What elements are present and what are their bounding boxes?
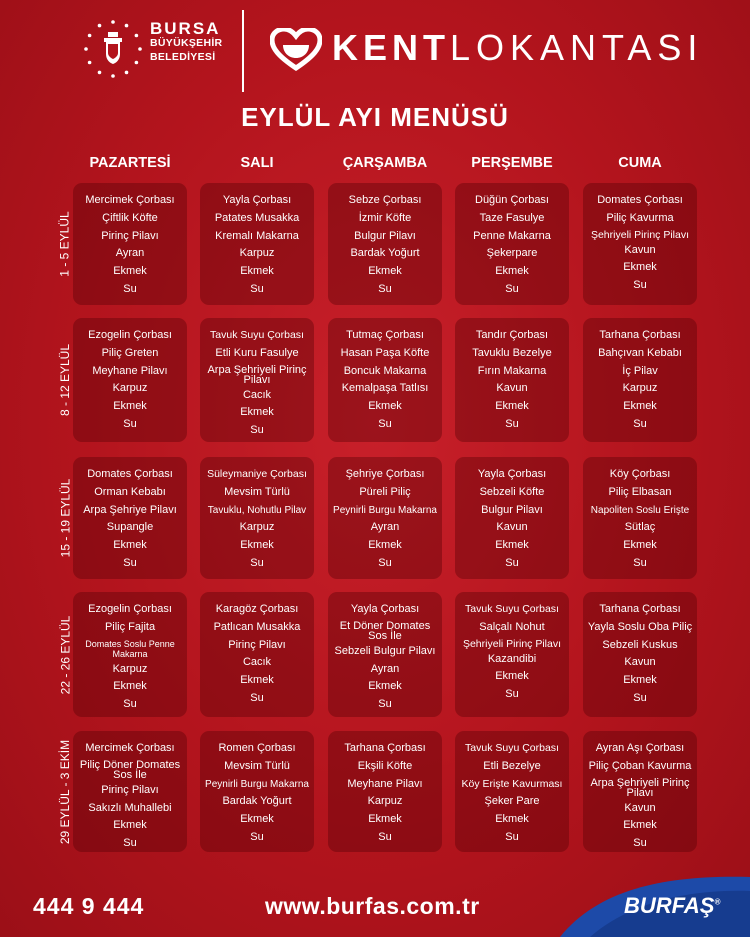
menu-item: Ayran [370, 662, 400, 675]
menu-item: Ayran [115, 247, 145, 260]
week-label-text: 22 - 26 EYLÜL [58, 615, 72, 694]
municipality-seal-icon [82, 18, 144, 80]
menu-item: Bulgur Pilavı [481, 503, 543, 516]
menu-item: Tavuk Suyu Çorbası [210, 329, 304, 341]
menu-item: Su [250, 282, 264, 295]
menu-item: Domates Soslu Penne Makarna [85, 638, 175, 659]
menu-item: Su [505, 830, 519, 843]
menu-item: Kazandibi [487, 652, 537, 665]
menu-item: Salçalı Nohut [479, 620, 545, 633]
day-header: PAZARTESİ [89, 155, 171, 171]
menu-card [455, 183, 569, 305]
menu-item: Kavun [496, 521, 528, 534]
menu-item: Tarhana Çorbası [599, 603, 681, 615]
menu-item: Düğün Çorbası [475, 194, 549, 206]
menu-item: Piliç Çoban Kavurma [588, 759, 692, 772]
menu-item: Ezogelin Çorbası [88, 603, 172, 615]
menu-item: Su [250, 424, 264, 437]
menu-item: Arpa Şehriyeli Pirinç Pilavı [590, 776, 690, 799]
menu-item: Su [378, 417, 392, 430]
menu-item: Ekmek [240, 265, 274, 278]
brand-title-bold: KENT [332, 27, 450, 68]
week-label-text: 1 - 5 EYLÜL [58, 211, 72, 277]
menu-item: Kavun [496, 382, 528, 395]
menu-item: Arpa Şehriyeli Pirinç Pilavı [207, 363, 307, 386]
menu-item: Su [123, 698, 137, 711]
menu-item: Şehriyeli Pirinç Pilavı [462, 637, 562, 650]
menu-item: Patlıcan Musakka [213, 620, 301, 633]
menu-card [583, 457, 697, 579]
menu-item: Tavuklu, Nohutlu Pilav [207, 504, 307, 516]
menu-item: Su [505, 556, 519, 569]
menu-item: Orman Kebabı [94, 485, 166, 498]
menu-item: Kremalı Makarna [215, 229, 299, 242]
menu-item: Şehriye Çorbası [345, 468, 425, 480]
menu-item: Supangle [106, 521, 154, 534]
menu-item: Boncuk Makarna [343, 364, 427, 377]
menu-item: Bulgur Pilavı [354, 229, 416, 242]
menu-item: Tandır Çorbası [475, 329, 549, 341]
menu-item: Su [123, 417, 137, 430]
menu-item: Bardak Yoğurt [222, 795, 292, 808]
menu-item: Hasan Paşa Köfte [340, 346, 430, 359]
menu-item: Piliç Greten [101, 346, 159, 359]
menu-item: Karpuz [367, 795, 403, 808]
menu-item: Ayran [370, 521, 400, 534]
menu-item: Ezogelin Çorbası [88, 329, 172, 341]
menu-item: Pirinç Pilavı [228, 638, 286, 651]
menu-card [328, 457, 442, 579]
menu-item: Su [123, 556, 137, 569]
menu-item: Su [505, 282, 519, 295]
day-headers [0, 155, 750, 175]
menu-card [73, 183, 187, 305]
menu-card [455, 731, 569, 852]
menu-item: Ekmek [368, 265, 402, 278]
menu-item: Kavun [624, 243, 656, 256]
menu-card [583, 183, 697, 305]
menu-card [200, 318, 314, 442]
menu-item: Ekmek [623, 261, 657, 274]
menu-item: Su [633, 279, 647, 292]
menu-item: Köy Çorbası [609, 468, 671, 480]
menu-item: Ekmek [113, 680, 147, 693]
menu-item: Taze Fasulye [479, 211, 545, 224]
menu-card [455, 457, 569, 579]
footer-website[interactable]: www.burfas.com.tr [265, 893, 480, 919]
menu-item: Napoliten Soslu Erişte [590, 504, 690, 516]
menu-item: Ekmek [113, 265, 147, 278]
menu-item: Tavuk Suyu Çorbası [465, 603, 559, 615]
menu-item: Kavun [624, 801, 656, 814]
menu-item: Meyhane Pilavı [347, 777, 423, 790]
menu-item: Tarhana Çorbası [344, 742, 426, 754]
footer-phone[interactable]: 444 9 444 [33, 893, 145, 919]
menu-item: Tutmaç Çorbası [346, 329, 424, 341]
menu-item: Ekmek [495, 670, 529, 683]
week-label-text: 29 EYLÜL - 3 EKİM [58, 739, 72, 844]
menu-item: Ekmek [623, 819, 657, 832]
menu-item: Sebze Çorbası [348, 194, 422, 206]
menu-card [583, 318, 697, 442]
brand-title [332, 26, 703, 70]
menu-item: Karpuz [112, 662, 148, 675]
menu-card [73, 731, 187, 852]
menu-item: Karpuz [239, 521, 275, 534]
menu-item: Peynirli Burgu Makarna [333, 504, 437, 516]
week-label-text: 15 - 19 EYLÜL [58, 478, 72, 558]
menu-item: Su [505, 688, 519, 701]
menu-item: Ekmek [240, 813, 274, 826]
menu-item: Ekşili Köfte [357, 759, 413, 772]
day-header: SALI [240, 155, 274, 171]
menu-item: Etli Bezelye [483, 759, 541, 772]
menu-card [200, 457, 314, 579]
menu-item: Ekmek [368, 813, 402, 826]
menu-item: Kemalpaşa Tatlısı [341, 382, 429, 395]
menu-item: Cacık [242, 388, 272, 401]
menu-item: Tavuklu Bezelye [472, 346, 552, 359]
menu-item: Tavuk Suyu Çorbası [465, 742, 559, 754]
menu-item: Su [378, 830, 392, 843]
menu-card [455, 318, 569, 442]
menu-item: Ekmek [623, 400, 657, 413]
menu-item: Sebzeli Bulgur Pilavı [334, 644, 436, 657]
menu-item: Su [633, 691, 647, 704]
menu-item: Domates Çorbası [87, 468, 173, 480]
menu-card [328, 592, 442, 717]
menu-item: Bardak Yoğurt [350, 247, 420, 260]
municipality-line-1: BURSA [150, 19, 221, 38]
menu-item: Ekmek [240, 674, 274, 687]
menu-item: Su [633, 837, 647, 850]
menu-item: Mevsim Türlü [224, 759, 290, 772]
burfas-logo-text: BURFAŞ [624, 893, 715, 918]
menu-item: Ekmek [240, 539, 274, 552]
municipality-name [150, 19, 223, 64]
menu-card [200, 731, 314, 852]
menu-item: Piliç Kavurma [606, 211, 674, 224]
menu-item: Ekmek [495, 265, 529, 278]
menu-card [73, 318, 187, 442]
menu-item: Sakızlı Muhallebi [88, 801, 172, 814]
heart-bowl-logo-icon [270, 28, 322, 72]
menu-item: Ekmek [368, 539, 402, 552]
menu-item: Ekmek [113, 400, 147, 413]
page-title: EYLÜL AYI MENÜSÜ [241, 102, 509, 132]
menu-item: Su [378, 698, 392, 711]
header [0, 0, 750, 90]
menu-item: Sebzeli Kuskus [602, 638, 678, 651]
menu-card [455, 592, 569, 717]
menu-item: Peynirli Burgu Makarna [205, 778, 309, 790]
menu-item: Kavun [624, 656, 656, 669]
menu-item: Su [123, 282, 137, 295]
menu-item: Su [250, 830, 264, 843]
registered-mark: ® [714, 897, 721, 907]
menu-card [328, 183, 442, 305]
menu-item: Yayla Çorbası [350, 603, 420, 615]
menu-item: Sütlaç [624, 521, 656, 534]
menu-item: Çiftlik Köfte [102, 211, 158, 224]
menu-item: Piliç Döner Domates Sos İle [79, 758, 181, 781]
day-header: PERŞEMBE [471, 155, 553, 171]
menu-item: Su [505, 417, 519, 430]
menu-item: Bahçıvan Kebabı [598, 346, 682, 359]
municipality-line-2: BÜYÜKŞEHİR [150, 37, 223, 49]
menu-item: Meyhane Pilavı [92, 364, 168, 377]
menu-item: Pirinç Pilavı [101, 229, 159, 242]
burfas-logo [624, 893, 720, 919]
menu-card [73, 592, 187, 717]
menu-item: Yayla Soslu Oba Piliç [587, 620, 693, 633]
menu-item: İç Pilav [622, 364, 658, 377]
menu-item: Karpuz [239, 247, 275, 260]
menu-item: Fırın Makarna [477, 364, 547, 377]
menu-item: Ekmek [495, 400, 529, 413]
menu-item: Pirinç Pilavı [101, 783, 159, 796]
menu-item: Şekerpare [486, 247, 538, 260]
week-label-text: 8 - 12 EYLÜL [58, 343, 73, 417]
menu-item: Ekmek [495, 813, 529, 826]
menu-item: Tarhana Çorbası [599, 329, 681, 341]
menu-item: Et Döner Domates Sos İle [339, 619, 431, 642]
menu-item: Ekmek [368, 400, 402, 413]
menu-card [200, 592, 314, 717]
menu-item: Karagöz Çorbası [215, 603, 299, 615]
menu-item: Şeker Pare [484, 795, 540, 808]
menu-item: Su [250, 556, 264, 569]
menu-item: Ekmek [240, 406, 274, 419]
menu-item: Yayla Çorbası [222, 194, 292, 206]
menu-item: Ayran Aşı Çorbası [595, 742, 685, 754]
menu-item: Karpuz [622, 382, 658, 395]
menu-item: İzmir Köfte [358, 211, 412, 224]
menu-item: Su [123, 837, 137, 850]
menu-card [73, 457, 187, 579]
menu-item: Arpa Şehriye Pilavı [83, 503, 177, 516]
menu-item: Ekmek [113, 539, 147, 552]
menu-item: Mercimek Çorbası [85, 194, 175, 206]
menu-item: Su [378, 282, 392, 295]
header-divider [242, 10, 244, 92]
menu-card [328, 731, 442, 852]
menu-item: Domates Çorbası [597, 194, 683, 206]
menu-item: Etli Kuru Fasulye [215, 346, 299, 359]
menu-item: Su [378, 556, 392, 569]
brand-title-light: LOKANTASI [450, 27, 704, 68]
menu-item: Su [250, 691, 264, 704]
menu-item: Mevsim Türlü [224, 485, 290, 498]
municipality-line-3: BELEDİYESİ [150, 51, 216, 63]
menu-item: Patates Musakka [214, 211, 300, 224]
menu-item: Su [633, 556, 647, 569]
menu-item: Püreli Piliç [359, 485, 411, 498]
menu-item: Piliç Elbasan [608, 485, 672, 498]
menu-item: Mercimek Çorbası [85, 742, 175, 754]
menu-item: Ekmek [113, 819, 147, 832]
menu-item: Su [633, 417, 647, 430]
menu-item: Ekmek [623, 539, 657, 552]
menu-item: Ekmek [623, 674, 657, 687]
menu-item: Ekmek [368, 680, 402, 693]
menu-item: Piliç Fajita [104, 620, 156, 633]
menu-card [328, 318, 442, 442]
menu-card [583, 592, 697, 717]
menu-item: Ekmek [495, 539, 529, 552]
menu-item: Yayla Çorbası [477, 468, 547, 480]
menu-item: Penne Makarna [473, 229, 551, 242]
menu-card [583, 731, 697, 852]
menu-card [200, 183, 314, 305]
menu-item: Romen Çorbası [218, 742, 296, 754]
day-header: CUMA [618, 155, 662, 171]
menu-item: Köy Erişte Kavurması [461, 777, 563, 790]
menu-item: Sebzeli Köfte [479, 485, 545, 498]
menu-item: Karpuz [112, 382, 148, 395]
menu-item: Süleymaniye Çorbası [207, 468, 307, 480]
menu-item: Şehriyeli Pirinç Pilavı [590, 228, 690, 241]
day-header: ÇARŞAMBA [342, 155, 428, 171]
menu-item: Cacık [242, 656, 272, 669]
